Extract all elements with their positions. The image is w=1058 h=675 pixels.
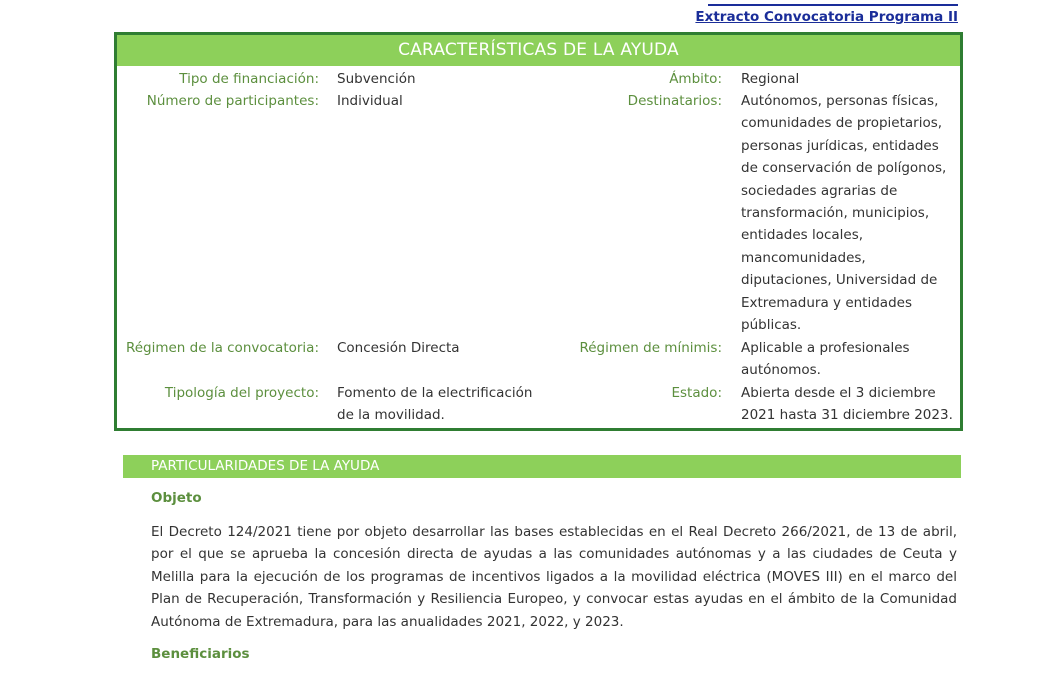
- cropped-link-underline[interactable]: [708, 0, 958, 6]
- regimen-minimis-value: Aplicable a profesionales autónomos.: [741, 340, 910, 379]
- participantes-label: Número de participantes:: [146, 93, 319, 109]
- tipo-financiacion-value: Subvención: [337, 71, 416, 87]
- participantes-value: Individual: [337, 93, 403, 109]
- beneficiarios-heading: Beneficiarios: [151, 646, 250, 662]
- regimen-convocatoria-value: Concesión Directa: [337, 340, 460, 356]
- destinatarios-label: Destinatarios:: [627, 93, 722, 109]
- ambito-value: Regional: [741, 71, 800, 87]
- header-links: [695, 0, 958, 25]
- destinatarios-value: Autónomos, personas físicas, comunidades de propietarios, personas jurídicas, entidades de conservación de polígonos, sociedades agrarias de transformación, municipios, entidades locales, mancomunidades, diputaciones, Universidad de Extremadura y entidades públicas.: [741, 93, 947, 334]
- tipologia-label: Tipología del proyecto:: [164, 385, 319, 401]
- estado-value: Abierta desde el 3 diciembre 2021 hasta 31 diciembre 2023.: [741, 385, 953, 424]
- objeto-heading: Objeto: [151, 490, 202, 506]
- tipo-financiacion-label: Tipo de financiación:: [179, 71, 319, 87]
- ambito-label: Ámbito:: [669, 71, 722, 87]
- particularities-bar: [123, 455, 961, 478]
- characteristics-title: CARACTERÍSTICAS DE LA AYUDA: [117, 35, 960, 66]
- regimen-convocatoria-label: Régimen de la convocatoria:: [125, 340, 319, 356]
- extracto-convocatoria-link[interactable]: Extracto Convocatoria Programa II: [695, 9, 958, 25]
- characteristics-card: [114, 32, 963, 431]
- particularities-title: PARTICULARIDADES DE LA AYUDA: [151, 458, 380, 474]
- tipologia-value: Fomento de la electrificación de la movilidad.: [337, 385, 533, 424]
- regimen-minimis-label: Régimen de mínimis:: [579, 340, 722, 356]
- objeto-paragraph: El Decreto 124/2021 tiene por objeto desarrollar las bases establecidas en el Real Decreto 266/2021, de 13 de abril, por el que se aprueba la concesión directa de ayudas a las comunidades autónomas y a las ciudades de Ceuta y Melilla para la ejecución de los programas de incentivos ligados a la movilidad eléctrica (MOVES III) en el marco del Plan de Recuperación, Transformación y Resiliencia Europeo, y convocar estas ayudas en el ámbito de la Comunidad Autónoma de Extremadura, para las anualidades 2021, 2022, y 2023.: [151, 524, 957, 630]
- estado-label: Estado:: [671, 385, 722, 401]
